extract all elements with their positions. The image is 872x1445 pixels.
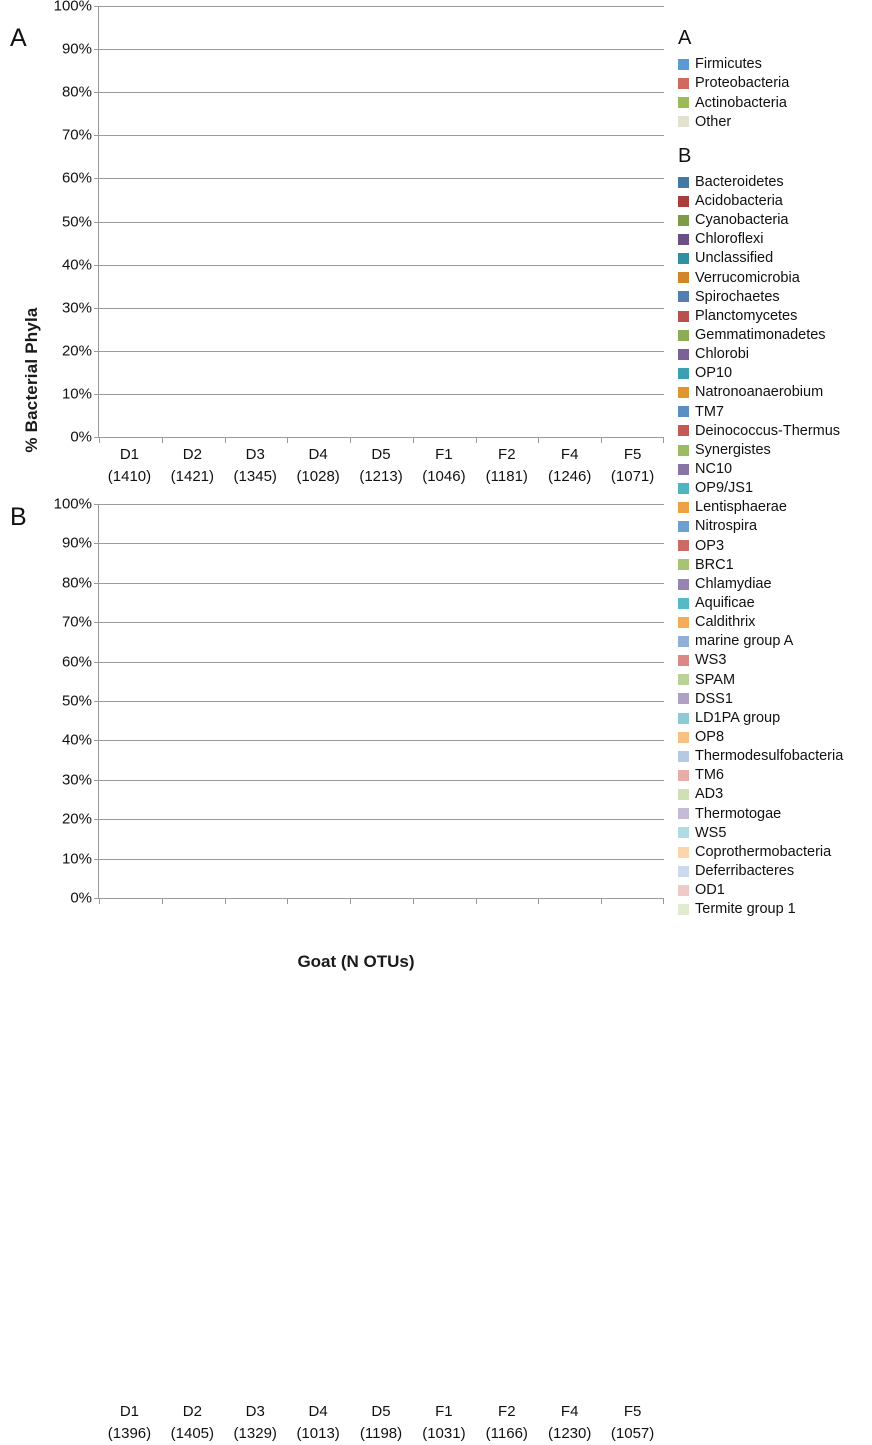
legend-item-b-27[interactable] (678, 689, 872, 708)
y-tick-label: 10% (61, 850, 92, 868)
legend-item-b-37[interactable] (678, 881, 872, 900)
bar-slot (287, 504, 350, 898)
legend-label: OD1 (695, 882, 725, 899)
x-label-id: F5 (623, 446, 642, 463)
legend-label: Aquificae (695, 594, 755, 611)
legend-color-swatch (678, 406, 689, 417)
legend-color-swatch (678, 196, 689, 207)
x-label-otu-count: (1071) (610, 467, 655, 485)
legend-item-b-16[interactable] (678, 479, 872, 498)
legend-label: SPAM (695, 671, 736, 688)
legend-color-swatch (678, 559, 689, 570)
bar-slot (538, 6, 601, 437)
x-label-id: D1 (119, 1403, 140, 1420)
x-label-id: D5 (371, 1403, 391, 1420)
legend-label: Firmicutes (695, 56, 762, 73)
legend-item-b-30[interactable] (678, 747, 872, 766)
legend-color-swatch (678, 693, 689, 704)
bar-slot (225, 6, 288, 437)
legend-item-b-26[interactable] (678, 670, 872, 689)
legend-color-swatch (678, 751, 689, 762)
legend-label: Caldithrix (695, 614, 756, 631)
x-label-otu-count: (1410) (107, 467, 152, 485)
legend-item-a-0[interactable] (678, 55, 872, 74)
x-label-otu-count: (1246) (548, 467, 592, 485)
bar-slot (99, 504, 162, 898)
legend-label: Nitrospira (695, 518, 758, 535)
legend-color-swatch (678, 330, 689, 341)
legend-item-b-33[interactable] (678, 804, 872, 823)
legend-item-b-15[interactable] (678, 460, 872, 479)
bar-slot (413, 504, 476, 898)
x-axis-label (98, 444, 161, 488)
legend-label: Cyanobacteria (695, 212, 789, 229)
legend-item-b-35[interactable] (678, 842, 872, 861)
legend-color-swatch (678, 904, 689, 915)
legend-label: Lentisphaerae (695, 499, 787, 516)
x-label-id: D2 (182, 446, 202, 463)
legend-item-a-1[interactable] (678, 74, 872, 93)
x-label-id: D3 (245, 446, 265, 463)
x-label-id: D2 (182, 1403, 202, 1420)
x-axis-label (350, 444, 413, 488)
x-label-id: F4 (560, 446, 579, 463)
legend-color-swatch (678, 598, 689, 609)
x-label-otu-count: (1230) (548, 1424, 592, 1442)
legend-label: Chlamydiae (695, 575, 772, 592)
y-tick-label: 30% (61, 299, 92, 317)
x-axis-label (98, 1401, 161, 1445)
legend-label: Spirochaetes (695, 288, 780, 305)
legend-color-swatch (678, 847, 689, 858)
legend-label: OP8 (695, 728, 725, 745)
legend-color-swatch (678, 368, 689, 379)
y-tick-label: 0% (70, 428, 92, 446)
x-label-otu-count: (1345) (233, 467, 277, 485)
x-label-otu-count: (1405) (170, 1424, 215, 1442)
x-label-otu-count: (1166) (485, 1424, 528, 1442)
x-label-otu-count: (1213) (359, 467, 403, 485)
legend-label: Thermodesulfobacteria (695, 748, 844, 765)
legend-item-b-14[interactable] (678, 441, 872, 460)
legend-item-b-6[interactable] (678, 287, 872, 306)
legend-group-b (678, 173, 872, 919)
legend-color-swatch (678, 177, 689, 188)
x-axis-labels-a (98, 444, 664, 488)
legend-item-b-4[interactable] (678, 249, 872, 268)
legend-color-swatch (678, 770, 689, 781)
legend-item-b-31[interactable] (678, 766, 872, 785)
legend-item-b-12[interactable] (678, 402, 872, 421)
legend-color-swatch (678, 866, 689, 877)
x-tick-mark (663, 437, 664, 443)
legend-color-swatch (678, 349, 689, 360)
x-label-id: D1 (119, 446, 140, 463)
legend-color-swatch (678, 521, 689, 532)
legend-item-b-29[interactable] (678, 728, 872, 747)
legend-label: LD1PA group (695, 709, 781, 726)
bar-slot (162, 6, 225, 437)
y-tick-label: 90% (61, 534, 92, 552)
legend-item-b-13[interactable] (678, 421, 872, 440)
legend-color-swatch (678, 387, 689, 398)
y-tick-label: 50% (61, 213, 92, 230)
legend-color-swatch (678, 502, 689, 513)
legend-color-swatch (678, 674, 689, 685)
legend-label: OP3 (695, 537, 725, 554)
legend-label: Chloroflexi (695, 231, 764, 248)
legend-item-b-3[interactable] (678, 230, 872, 249)
legend-label: Deferribacteres (695, 862, 795, 879)
legend-label: Bacteroidetes (695, 173, 784, 190)
legend-label: Termite group 1 (695, 901, 796, 918)
x-tick-mark (538, 898, 539, 904)
legend-item-b-9[interactable] (678, 345, 872, 364)
legend-label: DSS1 (695, 690, 733, 707)
x-axis-label (412, 1401, 475, 1445)
legend-label: Acidobacteria (695, 193, 783, 210)
legend-item-b-7[interactable] (678, 307, 872, 326)
x-label-id: F2 (498, 446, 516, 463)
plot-area-b (53, 495, 664, 907)
x-tick-mark (225, 898, 226, 904)
x-axis-title: Goat (N OTUs) (297, 952, 415, 971)
y-tick-label: 40% (61, 731, 92, 749)
legend-label: Gemmatimonadetes (695, 327, 826, 343)
legend-label: Synergistes (695, 441, 771, 458)
y-tick-label: 100% (53, 0, 92, 15)
x-label-id: F1 (435, 1403, 453, 1420)
legend-item-b-10[interactable] (678, 364, 872, 383)
chart-panel-a (46, 0, 666, 485)
legend-label: Other (695, 113, 732, 130)
legend-item-b-22[interactable] (678, 594, 872, 613)
legend-item-b-0[interactable] (678, 173, 872, 192)
x-label-id: D4 (308, 446, 328, 463)
bar-slot (350, 504, 413, 898)
x-axis-label (475, 1401, 538, 1445)
x-label-otu-count: (1046) (422, 467, 466, 485)
legend-color-swatch (678, 713, 689, 724)
legend-group-b-title: B (678, 144, 692, 167)
legend-item-b-8[interactable] (678, 326, 872, 345)
legend-color-swatch (678, 272, 689, 283)
legend-color-swatch (678, 234, 689, 245)
legend-color-swatch (678, 97, 689, 108)
legend-label: Planctomycetes (695, 307, 798, 324)
legend-color-swatch (678, 808, 689, 819)
x-axis-label (161, 1401, 224, 1445)
legend-label: marine group A (695, 633, 794, 650)
legend-group-a-title: A (678, 27, 692, 49)
panel-a-letter: A (10, 24, 27, 52)
y-tick-label: 80% (61, 574, 92, 592)
x-tick-mark (663, 898, 664, 904)
x-axis-label (350, 1401, 413, 1445)
legend-color-swatch (678, 827, 689, 838)
legend-label: OP9/JS1 (695, 480, 754, 497)
x-axis-label (224, 1401, 287, 1445)
x-axis-label (224, 444, 287, 488)
bar-slot (476, 6, 539, 437)
legend-item-a-3[interactable] (678, 112, 872, 131)
bar-slot (162, 504, 225, 898)
legend-color-swatch (678, 311, 689, 322)
legend-item-b-25[interactable] (678, 651, 872, 670)
legend-item-b-17[interactable] (678, 498, 872, 517)
bar-slot (601, 6, 664, 437)
x-axis-labels-b (98, 1401, 664, 1445)
y-tick-label: 0% (70, 889, 92, 907)
legend-color-swatch (678, 579, 689, 590)
x-label-otu-count: (1181) (485, 467, 528, 485)
legend-label: WS5 (695, 824, 727, 841)
legend-item-b-34[interactable] (678, 823, 872, 842)
x-tick-mark (601, 898, 602, 904)
legend-item-b-2[interactable] (678, 211, 872, 230)
legend-label: Verrucomicrobia (695, 269, 800, 286)
x-label-id: D3 (245, 1403, 265, 1420)
y-tick-label: 30% (61, 771, 92, 789)
x-tick-mark (225, 437, 226, 443)
x-tick-mark (99, 898, 100, 904)
legend-label: OP10 (695, 365, 733, 382)
x-tick-mark (99, 437, 100, 443)
legend-label: Deinococcus-Thermus (695, 422, 841, 439)
bar-slot (538, 504, 601, 898)
x-label-id: F2 (498, 1403, 516, 1420)
legend-color-swatch (678, 78, 689, 89)
x-tick-mark (162, 437, 163, 443)
y-tick-label: 50% (61, 692, 92, 710)
y-tick-label: 20% (61, 810, 92, 828)
legend-label: BRC1 (695, 556, 734, 573)
y-tick-label: 90% (61, 40, 92, 58)
legend-item-b-23[interactable] (678, 613, 872, 632)
x-label-otu-count: (1396) (107, 1424, 152, 1442)
y-tick-label: 40% (61, 256, 92, 274)
legend-item-b-18[interactable] (678, 517, 872, 536)
plot-area-a (53, 0, 664, 446)
x-label-otu-count: (1057) (610, 1424, 655, 1442)
legend-label: TM7 (695, 403, 724, 420)
x-label-id: D4 (308, 1403, 328, 1420)
legend-item-b-38[interactable] (678, 900, 872, 919)
x-tick-mark (287, 437, 288, 443)
x-axis-label (287, 444, 350, 488)
x-tick-mark (538, 437, 539, 443)
x-axis-label (601, 1401, 664, 1445)
legend-item-b-28[interactable] (678, 709, 872, 728)
legend-label: AD3 (695, 786, 724, 803)
x-tick-mark (162, 898, 163, 904)
legend-label: Chlorobi (695, 346, 749, 363)
x-label-otu-count: (1013) (296, 1424, 340, 1442)
x-axis-label (287, 1401, 350, 1445)
x-tick-mark (476, 437, 477, 443)
legend-label: Actinobacteria (695, 94, 787, 111)
legend-label: Coprothermobacteria (695, 843, 832, 860)
x-label-id: D5 (371, 446, 391, 463)
x-label-otu-count: (1031) (422, 1424, 466, 1442)
x-label-otu-count: (1028) (296, 467, 340, 485)
legend-item-b-11[interactable] (678, 383, 872, 402)
x-axis-label (538, 1401, 601, 1445)
x-axis-label (475, 444, 538, 488)
bar-slot (350, 6, 413, 437)
legend-color-swatch (678, 885, 689, 896)
y-tick-label: 60% (61, 653, 92, 671)
bar-slot (99, 6, 162, 437)
legend-item-b-36[interactable] (678, 862, 872, 881)
legend-color-swatch (678, 59, 689, 70)
legend-label: WS3 (695, 652, 727, 669)
legend-item-b-20[interactable] (678, 555, 872, 574)
y-tick-label: 70% (61, 126, 92, 144)
x-label-otu-count: (1421) (170, 467, 215, 485)
legend-color-swatch (678, 636, 689, 647)
legend-color-swatch (678, 483, 689, 494)
y-tick-label: 70% (61, 613, 92, 631)
legend-item-b-19[interactable] (678, 536, 872, 555)
x-tick-mark (413, 898, 414, 904)
y-tick-label: 100% (53, 495, 92, 513)
bars-container (99, 504, 664, 898)
legend-item-b-21[interactable] (678, 575, 872, 594)
x-label-id: F1 (435, 446, 453, 463)
x-axis-label (412, 444, 475, 488)
bar-slot (476, 504, 539, 898)
legend-color-swatch (678, 732, 689, 743)
legend-item-b-32[interactable] (678, 785, 872, 804)
legend-color-swatch (678, 464, 689, 475)
x-label-id: F4 (560, 1403, 579, 1420)
legend-label: TM6 (695, 767, 724, 784)
x-axis-label (601, 444, 664, 488)
bar-slot (287, 6, 350, 437)
x-label-otu-count: (1198) (359, 1424, 403, 1442)
legend-item-b-1[interactable] (678, 192, 872, 211)
legend-item-a-2[interactable] (678, 93, 872, 112)
legend-label: Unclassified (695, 250, 774, 267)
y-tick-label: 10% (61, 385, 92, 403)
x-tick-mark (287, 898, 288, 904)
legend-color-swatch (678, 789, 689, 800)
x-tick-mark (350, 898, 351, 904)
panel-b-letter: B (10, 503, 27, 531)
legend-color-swatch (678, 655, 689, 666)
legend-color-swatch (678, 540, 689, 551)
legend-label: NC10 (695, 460, 733, 477)
bar-slot (601, 504, 664, 898)
legend-color-swatch (678, 291, 689, 302)
x-label-id: F5 (623, 1403, 642, 1420)
bar-slot (225, 504, 288, 898)
legend-label: Proteobacteria (695, 75, 790, 92)
legend-color-swatch (678, 445, 689, 456)
x-tick-mark (350, 437, 351, 443)
y-tick-label: 20% (61, 342, 92, 360)
legend-color-swatch (678, 215, 689, 226)
x-tick-mark (476, 898, 477, 904)
x-axis-label (538, 444, 601, 488)
legend-color-swatch (678, 116, 689, 127)
bar-slot (413, 6, 476, 437)
bars-container (99, 6, 664, 437)
legend-color-swatch (678, 425, 689, 436)
legend-label: Thermotogae (695, 805, 782, 822)
legend (678, 28, 872, 919)
x-axis-label (161, 444, 224, 488)
legend-color-swatch (678, 253, 689, 264)
legend-item-b-24[interactable] (678, 632, 872, 651)
x-tick-mark (601, 437, 602, 443)
y-tick-label: 80% (61, 83, 92, 101)
legend-item-b-5[interactable] (678, 268, 872, 287)
y-axis-title: % Bacterial Phyla (22, 307, 41, 453)
x-tick-mark (413, 437, 414, 443)
x-label-otu-count: (1329) (233, 1424, 277, 1442)
y-tick-label: 60% (61, 169, 92, 187)
legend-group-a (678, 55, 872, 132)
legend-label: Natronoanaerobium (695, 384, 824, 401)
legend-color-swatch (678, 617, 689, 628)
